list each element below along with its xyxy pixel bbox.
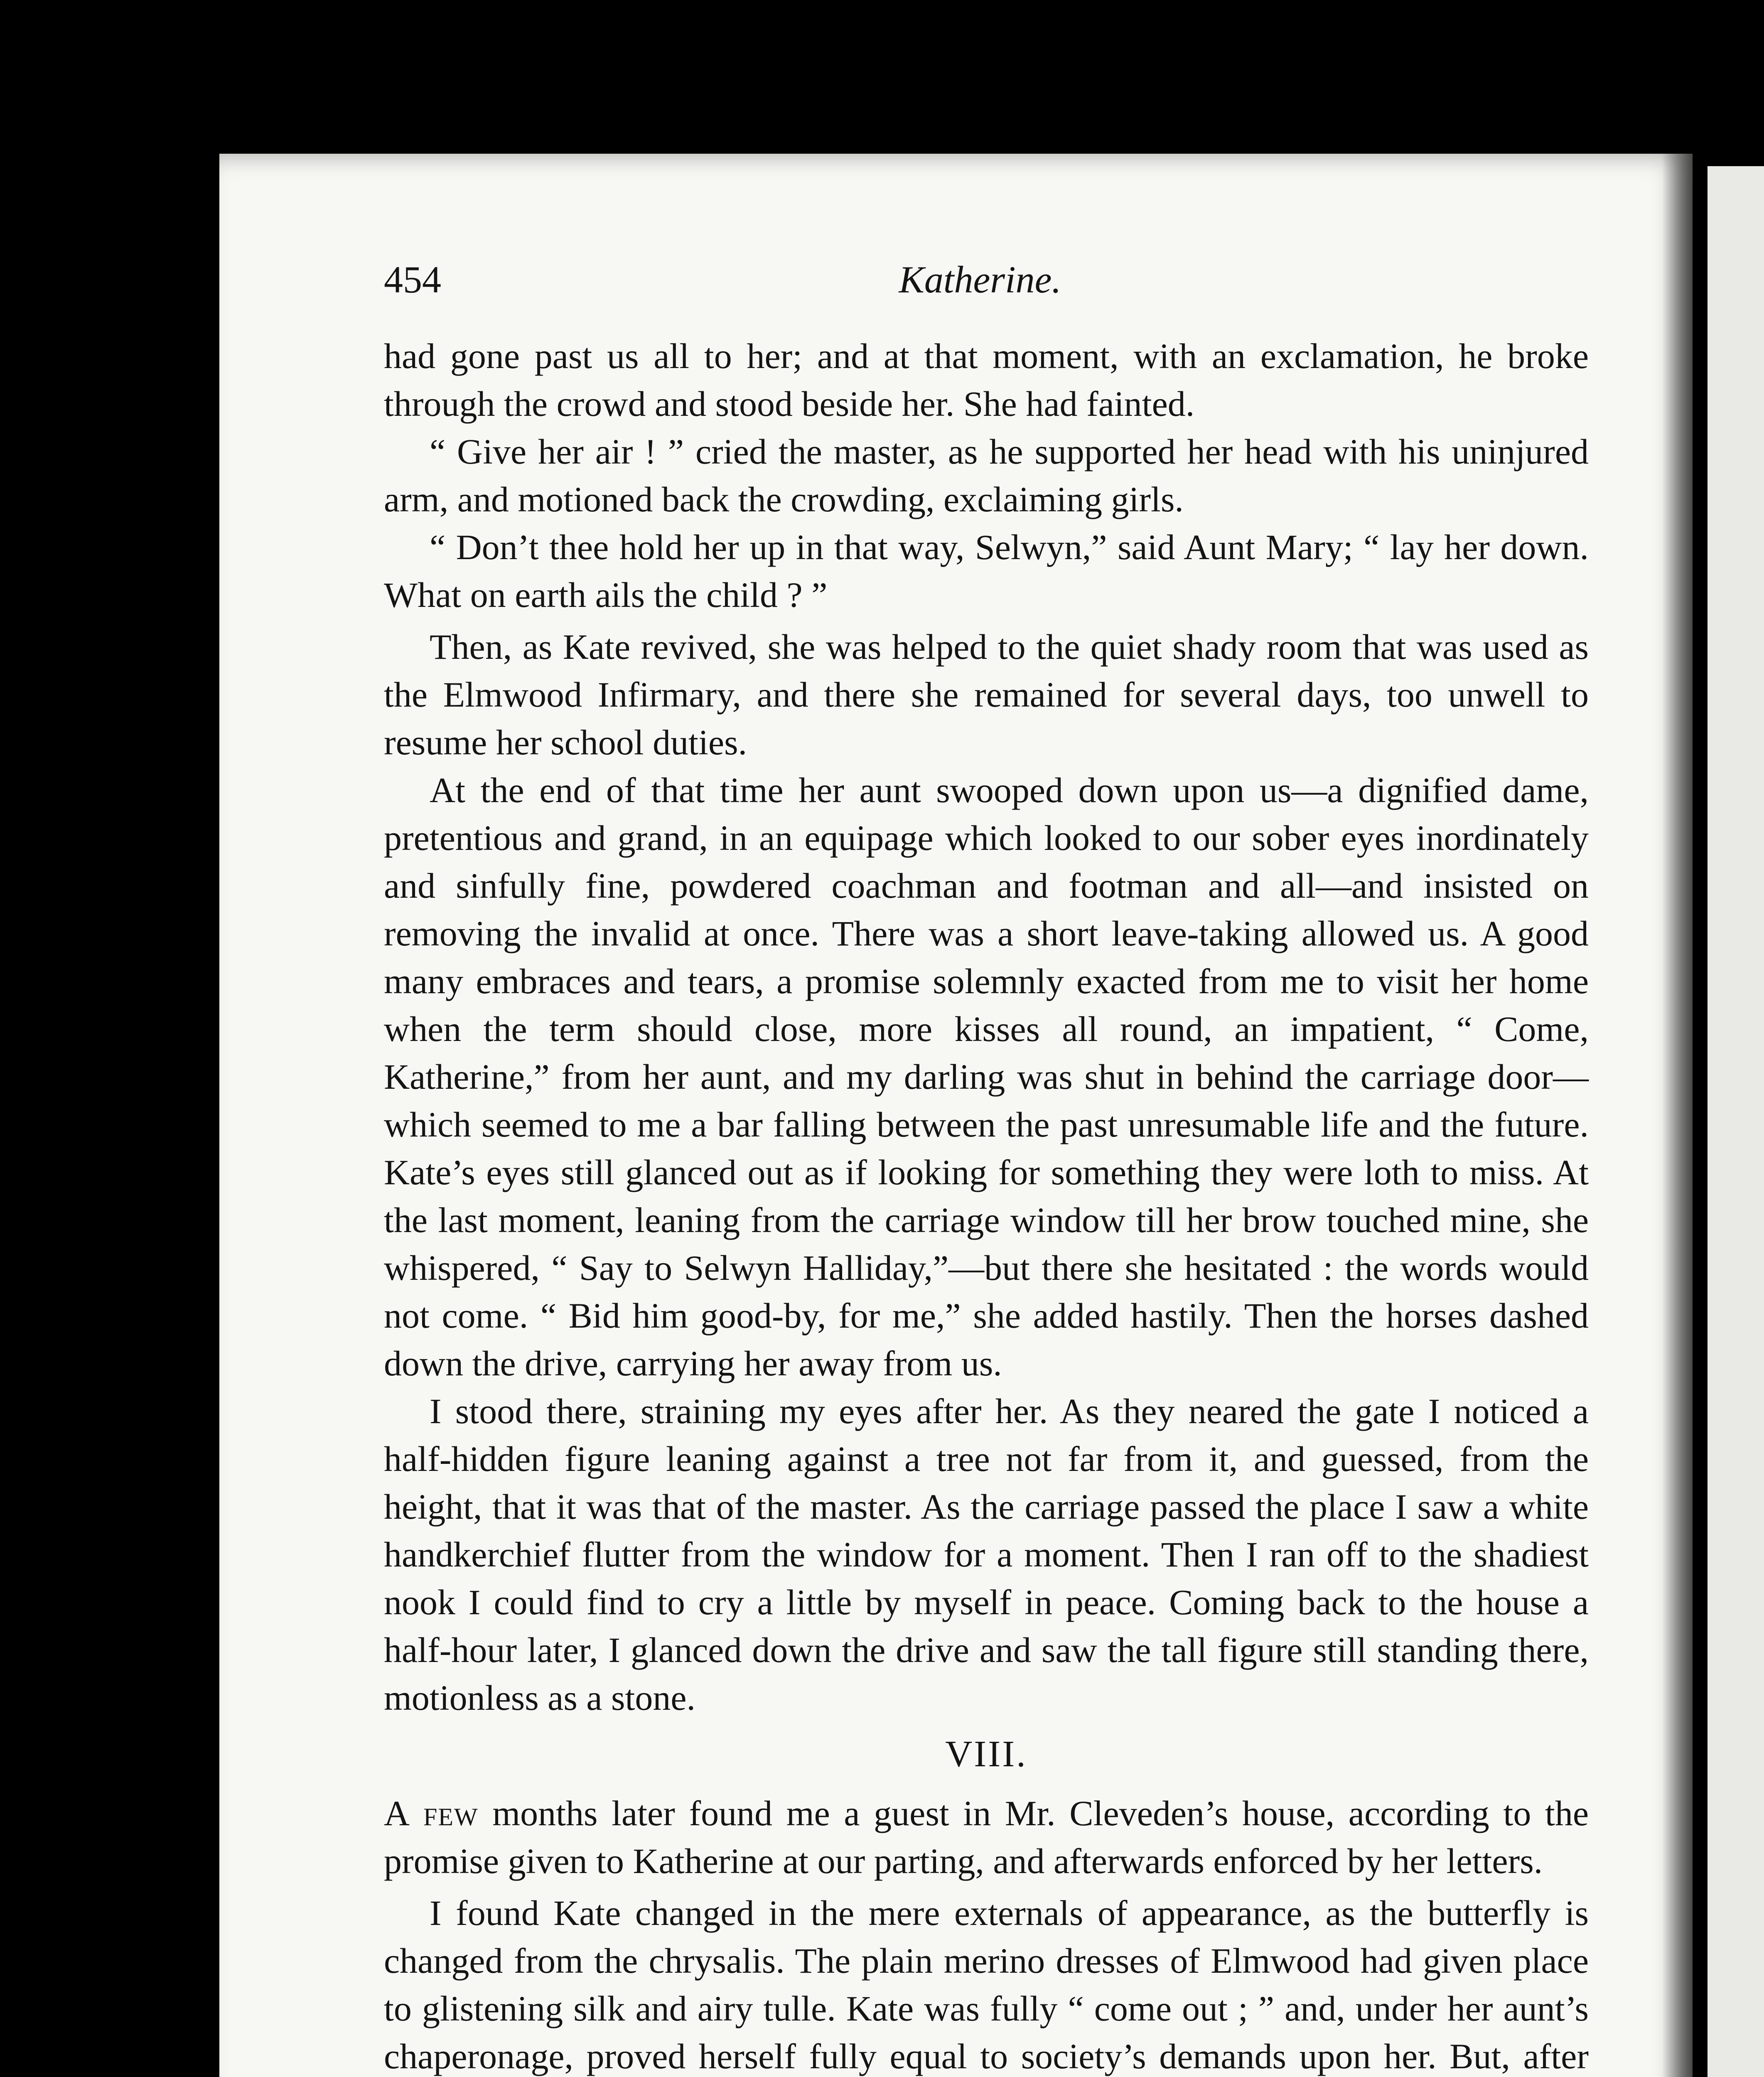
page-header: [384, 258, 1576, 316]
small-caps-lead: A few: [384, 1793, 479, 1833]
paragraph: Then, as Kate revived, she was helped to the quiet shady room that was used as the Elmwood Infirmary, and there she remained for several days, too unwell to resume her school duties.: [384, 627, 1589, 762]
paragraph: At the end of that time her aunt swooped down upon us—a dignified dame, pretentious and grand, in an equipage which looked to our sober eyes inordinately and sinfully fine, powdered coachman and footman and all—and insisted on removing the invalid at once. There was a short leave-taking allowed us. A good many embraces and tears, a promise solemnly exacted from me to visit her home when the term should close, more kisses all round, an impatient, “ Come, Katherine,” from her aunt, and my darling was shut in behind the carriage door—which seemed to me a bar falling between the past unresumable life and the future. Kate’s eyes still glanced out as if looking for something they were loth to miss. At the last moment, leaning from the carriage window till her brow touched mine, she whispered, “ Say to Selwyn Halliday,”—but there she hesitated : the words would not come. “ Bid him good-by, for me,” she added hastily. Then the horses dashed down the drive, carrying her away from us.: [384, 770, 1589, 1383]
paragraph-text: months later found me a guest in Mr. Cleveden’s house, according to the promise given to Katherine at our parting, and afterwards enforced by her letters.: [384, 1793, 1589, 1881]
section-heading: VIII.: [945, 1733, 1027, 1775]
paragraph: I stood there, straining my eyes after her. As they neared the gate I noticed a half-hidden figure leaning against a tree not far from it, and guessed, from the height, that it was that of the master. As the carriage passed the place I saw a white handkerchief flutter from the window for a moment. Then I ran off to the shadiest nook I could find to cry a little by myself in peace. Coming back to the house a half-hour later, I glanced down the drive and saw the tall figure still standing there, motionless as a stone.: [384, 1391, 1589, 1718]
paragraph: I found Kate changed in the mere externals of appearance, as the butterfly is changed from the chrysalis. The plain merino dresses of Elmwood had given place to glistening silk and airy tulle. Kate was fully “ come out ; ” and, under her aunt’s chaperonage, proved herself fully equal to society’s demands upon her. But, after: [384, 1893, 1589, 2076]
paragraph: had gone past us all to her; and at that moment, with an exclamation, he broke through the crowd and stood beside her. She had fainted.: [384, 336, 1589, 424]
page-number: 454: [384, 258, 441, 301]
running-title: Katherine.: [899, 258, 1061, 301]
paragraph: “ Don’t thee hold her up in that way, Selwyn,” said Aunt Mary; “ lay her down. What on earth ails the child ? ”: [384, 527, 1589, 615]
paragraph: “ Give her air ! ” cried the master, as he supported her head with his uninjured arm, and motioned back the crowding, exclaiming girls.: [384, 432, 1589, 519]
paragraph: [384, 1790, 1589, 1885]
book-page: [219, 154, 1693, 2077]
page-edge: [1707, 166, 1764, 2077]
spine-shadow: [1662, 154, 1707, 2077]
body-text: [384, 332, 1589, 2077]
